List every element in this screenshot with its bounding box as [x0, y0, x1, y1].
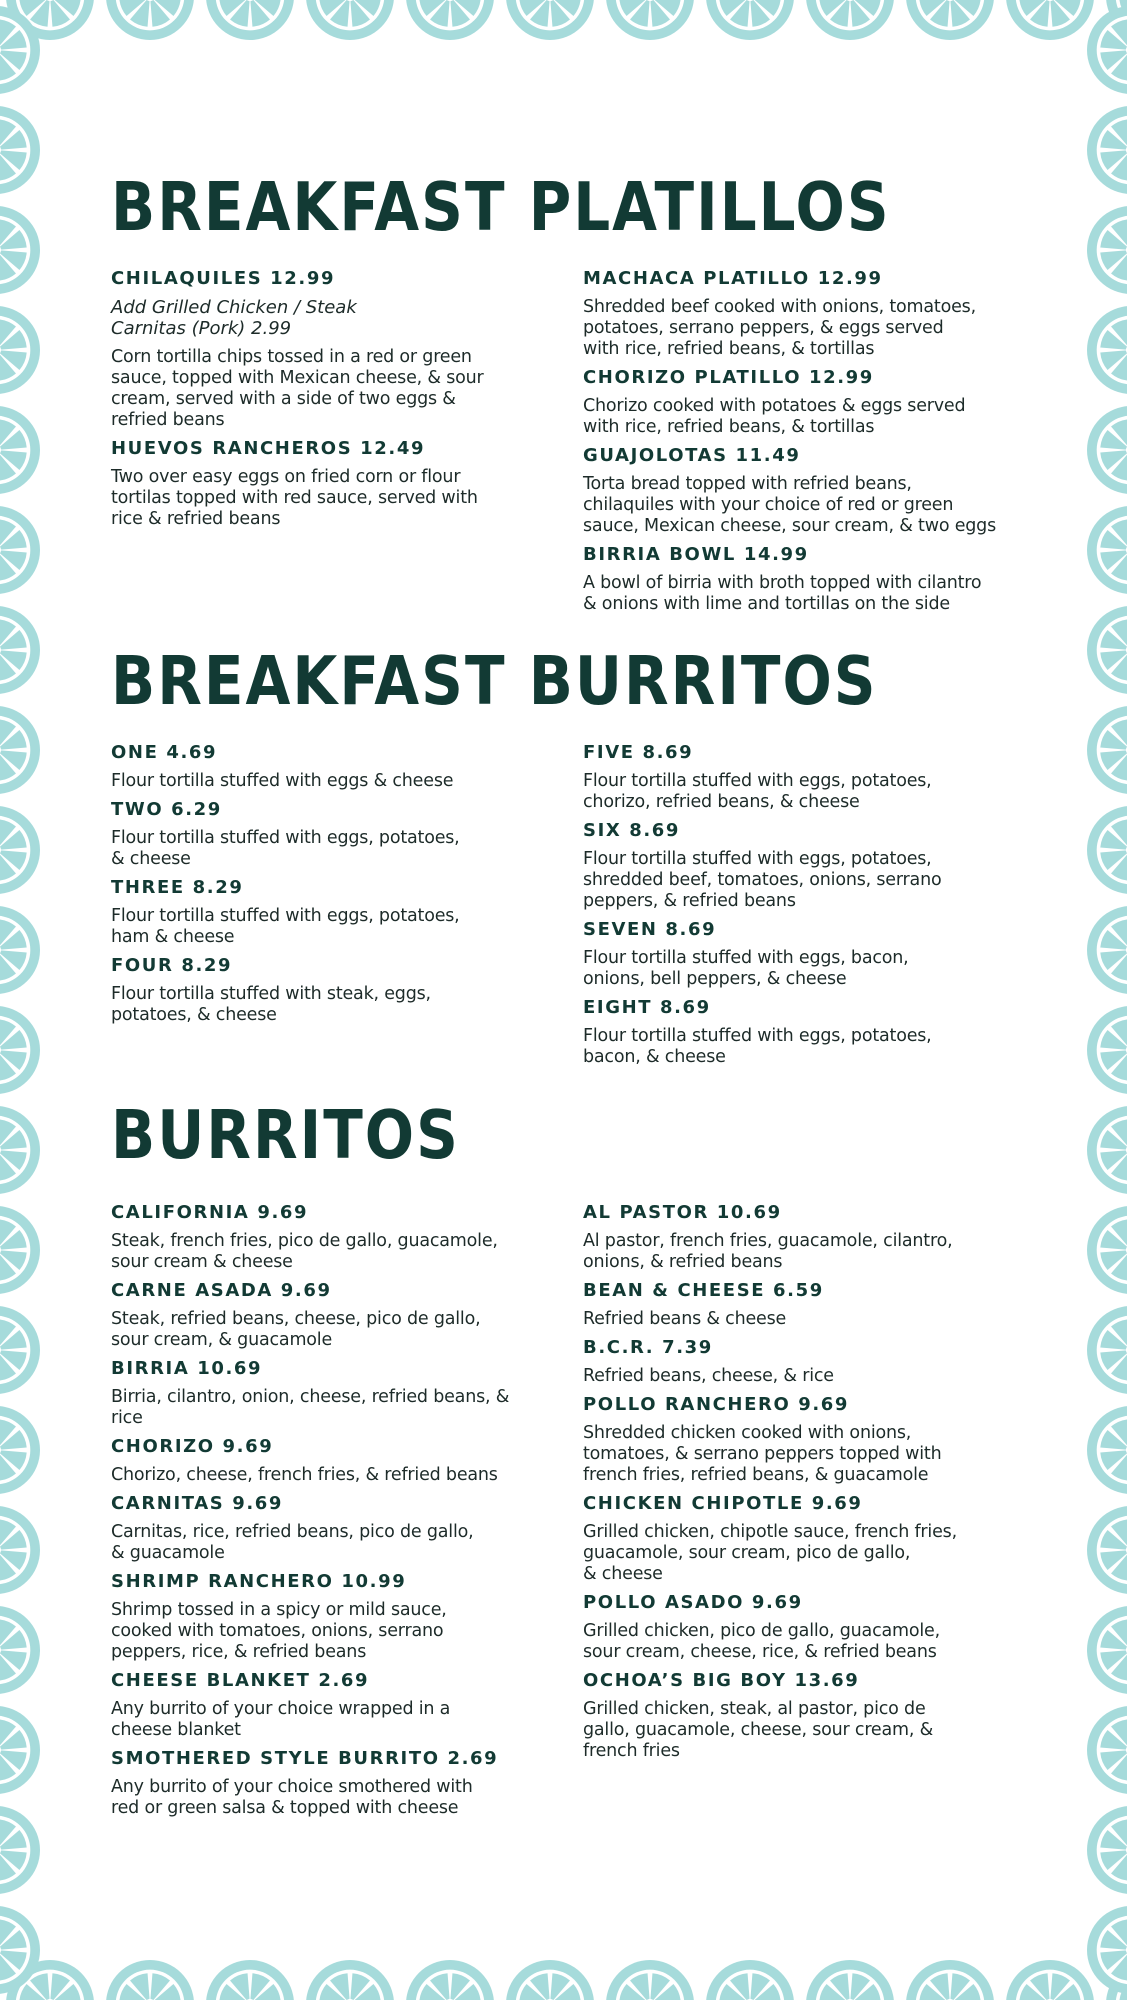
- item-description: Steak, french fries, pico de gallo, guacamole, sour cream & cheese: [111, 1231, 498, 1272]
- item-name: BIRRIA BOWL 14.99: [583, 544, 809, 565]
- lime-border-right: [1079, 0, 1127, 2000]
- menu-item: [583, 544, 1021, 615]
- lime-slice-icon: [0, 406, 40, 494]
- item-name: SIX 8.69: [583, 820, 681, 841]
- menu-item: [583, 1202, 1021, 1273]
- lime-slice-icon: [1087, 1106, 1127, 1194]
- menu-item: [583, 1280, 1021, 1330]
- lime-slice-icon: [406, 1960, 494, 2000]
- menu-item: [111, 742, 583, 792]
- lime-slice-icon: [606, 0, 694, 40]
- lime-slice-icon: [0, 506, 40, 594]
- item-description: Any burrito of your choice wrapped in a cheese blanket: [111, 1699, 451, 1740]
- menu-item: [111, 438, 583, 530]
- right-column: [583, 1202, 1021, 1826]
- lime-slice-icon: [1087, 1806, 1127, 1894]
- lime-slice-icon: [306, 0, 394, 40]
- lime-slice-icon: [0, 306, 40, 394]
- item-name: THREE 8.29: [111, 877, 244, 898]
- item-description: Refried beans, cheese, & rice: [583, 1366, 834, 1386]
- section-title-burritos: BURRITOS: [111, 1096, 460, 1175]
- lime-slice-icon: [0, 606, 40, 694]
- item-name: FOUR 8.29: [111, 955, 233, 976]
- item-note: Add Grilled Chicken / Steak Carnitas (Pork) 2.99: [111, 297, 357, 339]
- lime-slice-icon: [0, 1106, 40, 1194]
- section-title-breakfast-burritos: BREAKFAST BURRITOS: [111, 642, 878, 721]
- lime-slice-icon: [6, 0, 94, 40]
- lime-slice-icon: [706, 0, 794, 40]
- lime-slice-icon: [1106, 1960, 1127, 2000]
- menu-item: [583, 1493, 1021, 1585]
- menu-item: [111, 1436, 583, 1486]
- lime-slice-icon: [1087, 1906, 1127, 1994]
- menu-item: [111, 1493, 583, 1564]
- item-name: GUAJOLOTAS 11.49: [583, 445, 801, 466]
- lime-slice-icon: [0, 1306, 40, 1394]
- menu-item: [583, 1337, 1021, 1387]
- menu-item: [583, 1670, 1021, 1762]
- lime-border-left: [0, 0, 48, 2000]
- lime-slice-icon: [706, 1960, 794, 2000]
- lime-slice-icon: [606, 1960, 694, 2000]
- item-name: CARNE ASADA 9.69: [111, 1280, 332, 1301]
- item-description: Birria, cilantro, onion, cheese, refried beans, & rice: [111, 1387, 510, 1428]
- menu-item: [583, 268, 1021, 360]
- lime-slice-icon: [1087, 1206, 1127, 1294]
- item-name: POLLO ASADO 9.69: [583, 1592, 803, 1613]
- lime-border-top: [0, 0, 1127, 48]
- item-name: BEAN & CHEESE 6.59: [583, 1280, 824, 1301]
- menu-item: [111, 1748, 583, 1819]
- item-description: Flour tortilla stuffed with eggs, potatoes, shredded beef, tomatoes, onions, serrano peppers, & refried beans: [583, 849, 942, 911]
- lime-slice-icon: [106, 0, 194, 40]
- lime-slice-icon: [0, 1006, 40, 1094]
- lime-slice-icon: [906, 1960, 994, 2000]
- item-name: HUEVOS RANCHEROS 12.49: [111, 438, 426, 459]
- lime-slice-icon: [0, 806, 40, 894]
- lime-slice-icon: [1006, 0, 1094, 40]
- item-description: Shrimp tossed in a spicy or mild sauce, cooked with tomatoes, onions, serrano peppers, rice, & refried beans: [111, 1600, 447, 1662]
- item-name: FIVE 8.69: [583, 742, 694, 763]
- lime-slice-icon: [1087, 1006, 1127, 1094]
- left-column: [111, 1202, 583, 1826]
- menu-item: [583, 820, 1021, 912]
- menu-item: [111, 1280, 583, 1351]
- lime-slice-icon: [1087, 1406, 1127, 1494]
- lime-slice-icon: [206, 1960, 294, 2000]
- lime-slice-icon: [0, 1506, 40, 1594]
- lime-slice-icon: [306, 1960, 394, 2000]
- section-breakfast-burritos: [111, 742, 1021, 1075]
- item-name: CARNITAS 9.69: [111, 1493, 284, 1514]
- item-name: SHRIMP RANCHERO 10.99: [111, 1571, 407, 1592]
- item-description: Flour tortilla stuffed with eggs, bacon, onions, bell peppers, & cheese: [583, 948, 909, 989]
- item-name: SMOTHERED STYLE BURRITO 2.69: [111, 1748, 499, 1769]
- lime-slice-icon: [506, 1960, 594, 2000]
- lime-slice-icon: [906, 0, 994, 40]
- menu-item: [111, 1670, 583, 1741]
- lime-slice-icon: [806, 1960, 894, 2000]
- item-description: Chorizo, cheese, french fries, & refried beans: [111, 1465, 498, 1485]
- lime-slice-icon: [1087, 906, 1127, 994]
- menu-item: [583, 367, 1021, 438]
- right-column: [583, 742, 1021, 1075]
- left-column: [111, 742, 583, 1075]
- lime-slice-icon: [1087, 1506, 1127, 1594]
- menu-item: [111, 877, 583, 948]
- item-description: Carnitas, rice, refried beans, pico de gallo, & guacamole: [111, 1522, 474, 1563]
- item-name: MACHACA PLATILLO 12.99: [583, 268, 883, 289]
- lime-slice-icon: [106, 1960, 194, 2000]
- item-name: CHORIZO PLATILLO 12.99: [583, 367, 874, 388]
- lime-slice-icon: [1106, 0, 1127, 40]
- lime-slice-icon: [0, 206, 40, 294]
- lime-slice-icon: [1087, 106, 1127, 194]
- item-name: OCHOA’S BIG BOY 13.69: [583, 1670, 860, 1691]
- lime-slice-icon: [0, 1906, 40, 1994]
- left-column: [111, 268, 583, 622]
- menu-item: [583, 1592, 1021, 1663]
- item-name: AL PASTOR 10.69: [583, 1202, 782, 1223]
- item-description: Grilled chicken, chipotle sauce, french fries, guacamole, sour cream, pico de gallo, & cheese: [583, 1522, 957, 1584]
- lime-slice-icon: [0, 1406, 40, 1494]
- item-name: BIRRIA 10.69: [111, 1358, 263, 1379]
- item-description: Corn tortilla chips tossed in a red or green sauce, topped with Mexican cheese, & sour cream, served with a side of two eggs & refried beans: [111, 347, 484, 430]
- item-name: ONE 4.69: [111, 742, 218, 763]
- item-description: Steak, refried beans, cheese, pico de gallo, sour cream, & guacamole: [111, 1309, 481, 1350]
- menu-item: [583, 742, 1021, 813]
- lime-slice-icon: [806, 0, 894, 40]
- lime-slice-icon: [1087, 406, 1127, 494]
- lime-slice-icon: [506, 0, 594, 40]
- item-name: TWO 6.29: [111, 799, 222, 820]
- item-description: Flour tortilla stuffed with eggs, potatoes, bacon, & cheese: [583, 1026, 932, 1067]
- lime-slice-icon: [0, 106, 40, 194]
- item-description: Flour tortilla stuffed with eggs & cheese: [111, 771, 454, 791]
- lime-slice-icon: [0, 906, 40, 994]
- lime-slice-icon: [0, 6, 40, 94]
- lime-slice-icon: [1087, 206, 1127, 294]
- menu-item: [583, 919, 1021, 990]
- item-description: Al pastor, french fries, guacamole, cilantro, onions, & refried beans: [583, 1231, 953, 1272]
- lime-slice-icon: [0, 1706, 40, 1794]
- item-name: CHICKEN CHIPOTLE 9.69: [583, 1493, 863, 1514]
- menu-item: [111, 1202, 583, 1273]
- item-description: Flour tortilla stuffed with steak, eggs, potatoes, & cheese: [111, 984, 431, 1025]
- lime-slice-icon: [1006, 1960, 1094, 2000]
- item-description: Two over easy eggs on fried corn or flour tortilas topped with red sauce, served with rice & refried beans: [111, 467, 478, 529]
- lime-slice-icon: [0, 1806, 40, 1894]
- item-name: SEVEN 8.69: [583, 919, 717, 940]
- lime-slice-icon: [0, 1606, 40, 1694]
- lime-slice-icon: [406, 0, 494, 40]
- right-column: [583, 268, 1021, 622]
- item-description: A bowl of birria with broth topped with cilantro & onions with lime and tortillas on the side: [583, 573, 982, 614]
- lime-slice-icon: [1087, 1706, 1127, 1794]
- section-title-breakfast-platillos: BREAKFAST PLATILLOS: [111, 168, 891, 247]
- lime-slice-icon: [0, 1206, 40, 1294]
- item-name: POLLO RANCHERO 9.69: [583, 1394, 850, 1415]
- item-description: Chorizo cooked with potatoes & eggs served with rice, refried beans, & tortillas: [583, 396, 966, 437]
- section-breakfast-platillos: [111, 268, 1021, 622]
- menu-item: [111, 799, 583, 870]
- item-description: Torta bread topped with refried beans, chilaquiles with your choice of red or green sauce, Mexican cheese, sour cream, & two eggs: [583, 474, 996, 536]
- menu-item: [111, 955, 583, 1026]
- item-name: CHEESE BLANKET 2.69: [111, 1670, 370, 1691]
- item-description: Shredded chicken cooked with onions, tomatoes, & serrano peppers topped with french fries, refried beans, & guacamole: [583, 1423, 942, 1485]
- menu-item: [111, 1358, 583, 1429]
- item-name: EIGHT 8.69: [583, 997, 711, 1018]
- menu-item: [583, 997, 1021, 1068]
- lime-slice-icon: [1087, 806, 1127, 894]
- section-burritos: [111, 1202, 1021, 1826]
- item-description: Flour tortilla stuffed with eggs, potatoes, chorizo, refried beans, & cheese: [583, 771, 932, 812]
- menu-item: [111, 268, 583, 431]
- lime-border-bottom: [0, 1952, 1127, 2000]
- lime-slice-icon: [1087, 306, 1127, 394]
- lime-slice-icon: [1087, 606, 1127, 694]
- item-description: Grilled chicken, pico de gallo, guacamole, sour cream, cheese, rice, & refried beans: [583, 1621, 940, 1662]
- item-name: CHILAQUILES 12.99: [111, 268, 336, 289]
- lime-slice-icon: [206, 0, 294, 40]
- item-name: CHORIZO 9.69: [111, 1436, 274, 1457]
- item-name: B.C.R. 7.39: [583, 1337, 713, 1358]
- item-description: Flour tortilla stuffed with eggs, potatoes, & cheese: [111, 828, 460, 869]
- menu-item: [583, 445, 1021, 537]
- item-name: CALIFORNIA 9.69: [111, 1202, 309, 1223]
- lime-slice-icon: [1087, 1606, 1127, 1694]
- item-description: Any burrito of your choice smothered with red or green salsa & topped with cheese: [111, 1777, 473, 1818]
- lime-slice-icon: [1087, 506, 1127, 594]
- lime-slice-icon: [1087, 706, 1127, 794]
- lime-slice-icon: [1087, 1306, 1127, 1394]
- lime-slice-icon: [1087, 6, 1127, 94]
- menu-item: [111, 1571, 583, 1663]
- item-description: Grilled chicken, steak, al pastor, pico de gallo, guacamole, cheese, sour cream, & french fries: [583, 1699, 934, 1761]
- item-description: Flour tortilla stuffed with eggs, potatoes, ham & cheese: [111, 906, 460, 947]
- item-description: Refried beans & cheese: [583, 1309, 787, 1329]
- lime-slice-icon: [6, 1960, 94, 2000]
- item-description: Shredded beef cooked with onions, tomatoes, potatoes, serrano peppers, & eggs served with rice, refried beans, & tortillas: [583, 297, 976, 359]
- menu-item: [583, 1394, 1021, 1486]
- lime-slice-icon: [0, 706, 40, 794]
